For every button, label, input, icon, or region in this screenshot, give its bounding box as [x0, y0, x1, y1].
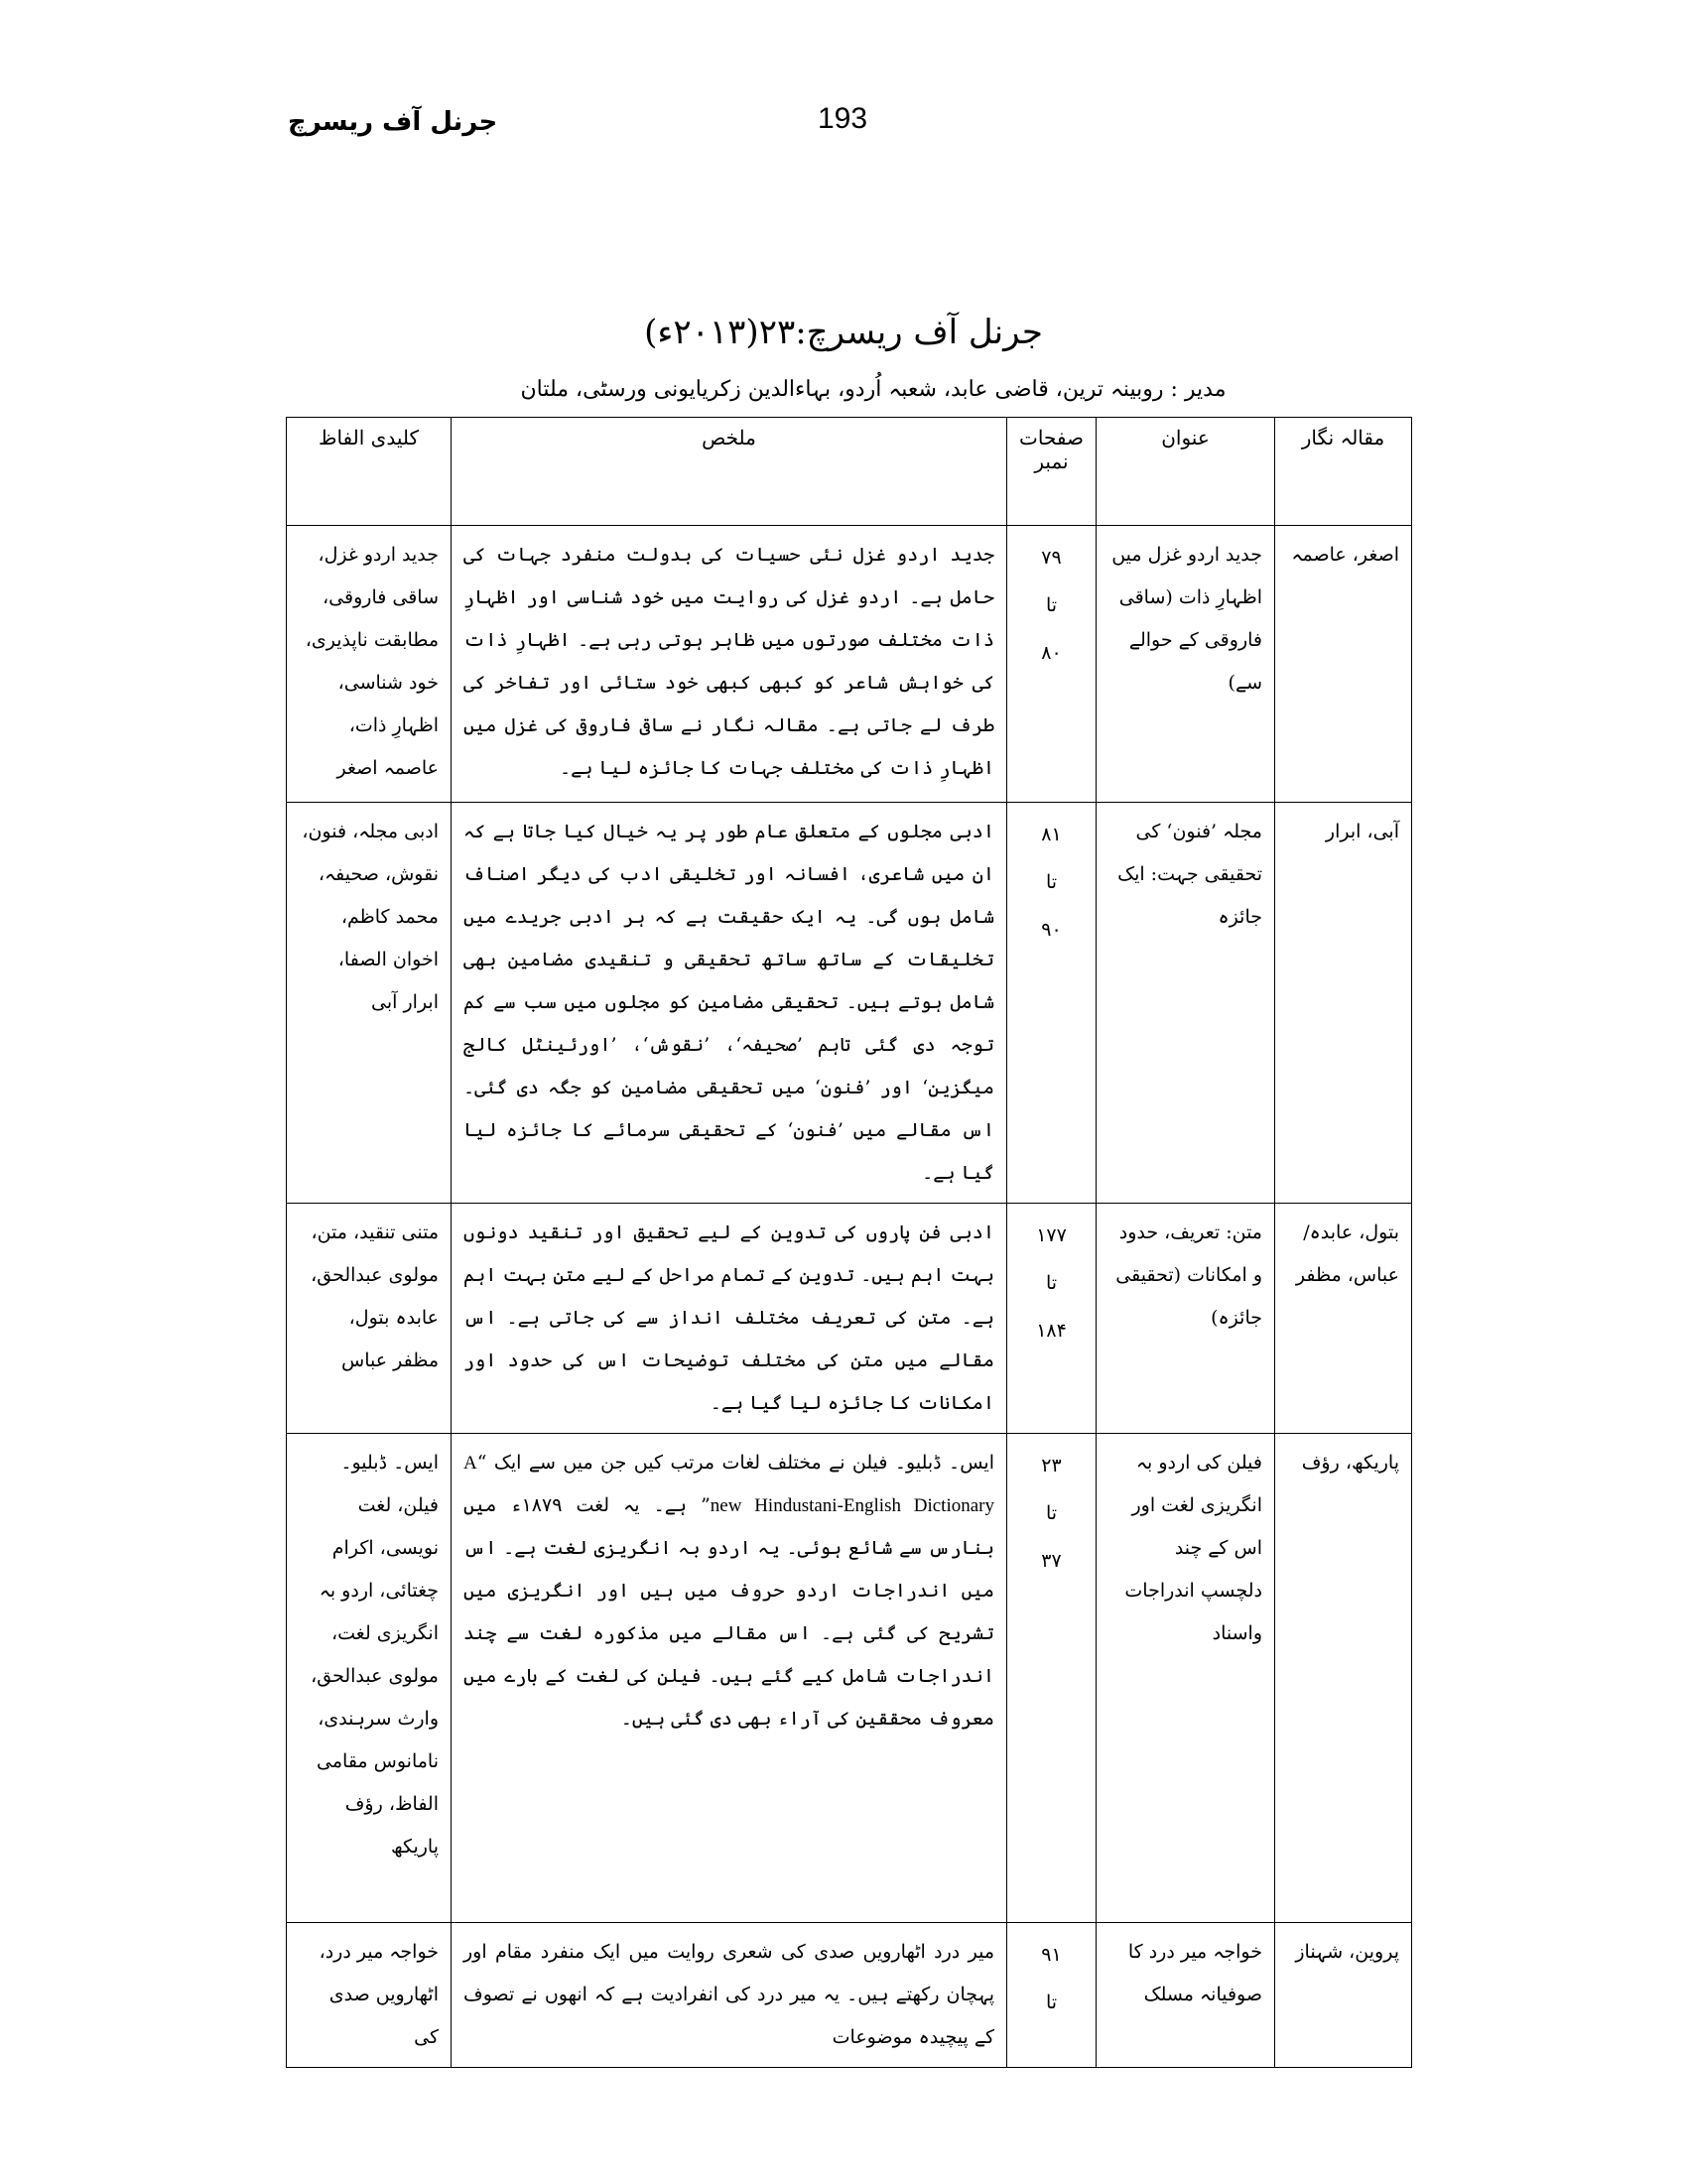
- summary-cell: میر درد اٹھارویں صدی کی شعری روایت میں ایک منفرد مقام اور پہچان رکھتے ہیں۔ یہ میر درد کی انفرادیت ہے کہ انھوں نے تصوف کے پیچیدہ موضوعات: [452, 1923, 1007, 2068]
- page-end: ۸۰: [1041, 642, 1062, 664]
- page-to: تا: [1045, 1502, 1058, 1524]
- page-end: ۹۰: [1041, 919, 1062, 941]
- page-start: ۸۱: [1041, 824, 1062, 845]
- author-cell: بتول، عابدہ/ عباس، مظفر: [1275, 1204, 1412, 1434]
- page-start: ۲۳: [1041, 1455, 1062, 1477]
- page-to: تا: [1045, 1991, 1058, 2013]
- header-keywords: کلیدی الفاظ: [287, 418, 452, 526]
- editor-line: مدیر : روبینہ ترین، قاضی عابد، شعبہ اُردو، بہاءالدین زکریایونی ورسٹی، ملتان: [520, 377, 1227, 402]
- author-cell: اصغر، عاصمہ: [1275, 526, 1412, 803]
- header-pages: صفحات نمبر: [1007, 418, 1097, 526]
- keywords-cell: جدید اردو غزل، ساقی فاروقی، مطابقت ناپذیری، خود شناسی، اظہارِ ذات، عاصمہ اصغر: [287, 526, 452, 803]
- pages-cell: [1007, 803, 1097, 1204]
- pages-cell: [1007, 1923, 1097, 2068]
- pages-cell: [1007, 526, 1097, 803]
- page-to: تا: [1045, 594, 1058, 616]
- author-cell: پاریکھ، رؤف: [1275, 1434, 1412, 1923]
- keywords-cell: خواجہ میر درد، اٹھارویں صدی کی: [287, 1923, 452, 2068]
- keywords-cell: ایس۔ ڈبلیو۔ فیلن، لغت نویسی، اکرام چغتائی، اردو بہ انگریزی لغت، مولوی عبدالحق، وارث سرہندی، نامانوس مقامی الفاظ، رؤف پاریکھ: [287, 1434, 452, 1923]
- page-start: ۱۷۷: [1036, 1224, 1067, 1246]
- table-row: [287, 803, 1412, 1204]
- articles-table: [286, 417, 1412, 2068]
- page-end: ۱۸۴: [1036, 1320, 1067, 1342]
- header-summary: ملخص: [452, 418, 1007, 526]
- header-author: مقالہ نگار: [1275, 418, 1412, 526]
- title-cell: متن: تعریف، حدود و امکانات (تحقیقی جائزہ): [1097, 1204, 1275, 1434]
- summary-cell: ادبی مجلوں کے متعلق عام طور پر یہ خیال کیا جاتا ہے کہ ان میں شاعری، افسانہ اور تخلیقی ادب کی دیگر اصناف شامل ہوں گی۔ یہ ایک حقیقت ہے کہ ہر ادبی جریدے میں تخلیقات کے ساتھ ساتھ تحقیقی و تنقیدی مضامین بھی شامل ہوتے ہیں۔ تحقیقی مضامین کو مجلوں میں سب سے کم توجہ دی گئی تاہم ’صحیفہ‘، ’نقوش‘، ’اورئینٹل کالج میگزین‘ اور ’فنون‘ میں تحقیقی مضامین کو جگہ دی گئی۔ اس مقالے میں ’فنون‘ کے تحقیقی سرمائے کا جائزہ لیا گیا ہے۔: [452, 803, 1007, 1204]
- title-cell: مجلہ ’فنون‘ کی تحقیقی جہت: ایک جائزہ: [1097, 803, 1275, 1204]
- keywords-cell: متنی تنقید، متن، مولوی عبدالحق، عابدہ بتول، مظفر عباس: [287, 1204, 452, 1434]
- dictionary-title-english: A new Hindustani-English Dictionary: [463, 1453, 994, 1516]
- keywords-cell: ادبی مجلہ، فنون، نقوش، صحیفہ، محمد کاظم، اخوان الصفا، ابرار آبی: [287, 803, 452, 1204]
- table-header-row: [287, 418, 1412, 526]
- page-start: ۷۹: [1041, 547, 1062, 569]
- pages-cell: [1007, 1204, 1097, 1434]
- summary-text: ایس۔ ڈبلیو۔ فیلن نے مختلف لغات مرتب کیں جن میں سے ایک “: [476, 1452, 994, 1474]
- summary-cell: ادبی فن پاروں کی تدوین کے لیے تحقیق اور تنقید دونوں بہت اہم ہیں۔ تدوین کے تمام مراحل کے لیے متن بہت اہم ہے۔ متن کی تعریف مختلف انداز سے کی جاتی ہے۔ اس مقالے میں متن کی مختلف توضیحات اس کی حدود اور امکانات کا جائزہ لیا گیا ہے۔: [452, 1204, 1007, 1434]
- summary-cell: جدید اردو غزل نئی حسیات کی بدولت منفرد جہات کی حامل ہے۔ اردو غزل کی روایت میں خود شناسی اور اظہارِ ذات مختلف صورتوں میں ظاہر ہوتی رہی ہے۔ اظہارِ ذات کی خواہش شاعر کو کبھی کبھی خود ستائی اور تفاخر کی طرف لے جاتی ہے۔ مقالہ نگار نے ساقی فاروقی کی غزل میں اظہارِ ذات کی مختلف جہات کا جائزہ لیا ہے۔: [452, 526, 1007, 803]
- page-end: ۳۷: [1041, 1550, 1062, 1572]
- running-head: جرنل آف ریسرچ: [288, 107, 498, 137]
- table-row: [287, 1434, 1412, 1923]
- author-cell: آبی، ابرار: [1275, 803, 1412, 1204]
- title-cell: فیلن کی اردو بہ انگریزی لغت اور اس کے چند دلچسپ اندراجات واسناد: [1097, 1434, 1275, 1923]
- summary-text-continued: ” ہے۔ یہ لغت ۱۸۷۹ء میں بنارس سے شائع ہوئی۔ یہ اردو بہ انگریزی لغت ہے۔ اس میں اندراجات اردو حروف میں ہیں اور انگریزی میں تشریح کی گئی ہے۔ اس مقالے میں مذکورہ لغت سے چند اندراجات شامل کیے گئے ہیں۔ فیلن کی لغت کے بارے میں معروف محققین کی آراء بھی دی گئی ہیں۔: [463, 1494, 994, 1730]
- header-title: عنوان: [1097, 418, 1275, 526]
- table-row: [287, 526, 1412, 803]
- author-cell: پروین، شہناز: [1275, 1923, 1412, 2068]
- title-cell: خواجہ میر درد کا صوفیانہ مسلک: [1097, 1923, 1275, 2068]
- summary-cell: [452, 1434, 1007, 1923]
- title-cell: جدید اردو غزل میں اظہارِ ذات (ساقی فاروقی کے حوالے سے): [1097, 526, 1275, 803]
- table-row: [287, 1204, 1412, 1434]
- page-start: ۹۱: [1041, 1944, 1062, 1966]
- page-to: تا: [1045, 871, 1058, 893]
- page-number: 193: [818, 102, 868, 135]
- table-row: [287, 1923, 1412, 2068]
- pages-cell: [1007, 1434, 1097, 1923]
- page-to: تا: [1045, 1272, 1058, 1294]
- journal-title: جرنل آف ریسرچ:۲۳(۲۰۱۳ء): [644, 313, 1043, 352]
